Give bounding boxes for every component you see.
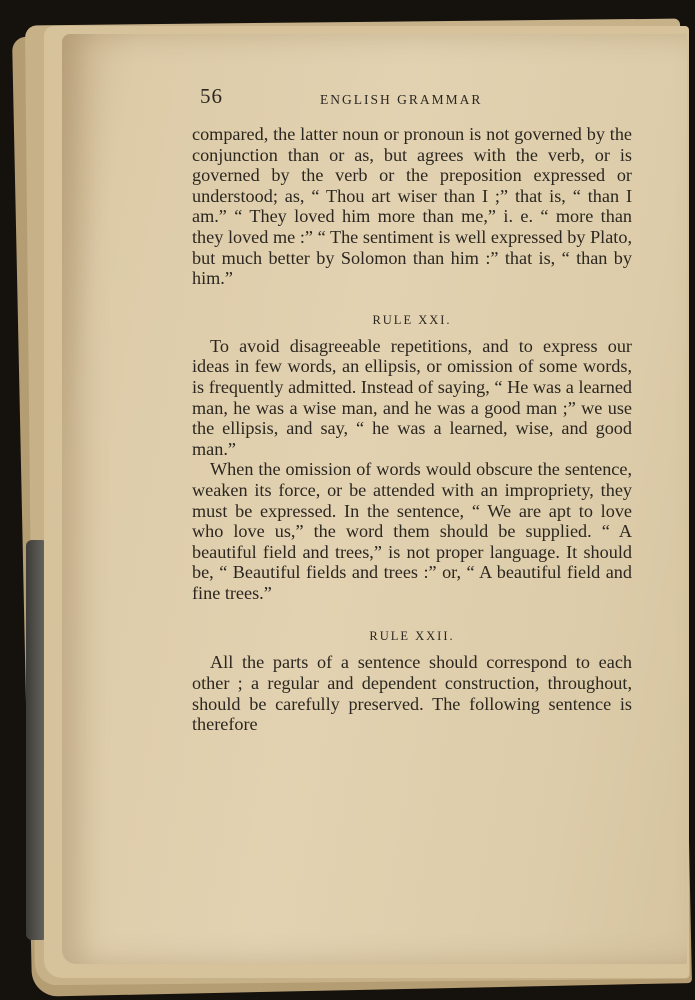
rule-22-heading: RULE XXII. [369,629,455,644]
rule-21-paragraph-2: When the omission of words would obscure the sentence, weaken its force, or be attended with an impropriety, they must be expressed. In the sentence, “ We are apt to love who love us,” the word them should be supplied. “ A beautiful field and trees,” is not proper language. It should be, “ Beautiful fields and trees :” or, “ A beautiful field and fine trees.” [192,459,632,603]
running-head: ENGLISH GRAMMAR [320,92,483,107]
page-number: 56 [200,84,223,108]
intro-paragraph: compared, the latter noun or pronoun is not governed by the conjunction than or as, but agrees with the verb, or is governed by the verb or the preposition expressed or understood; as, “ Thou art wiser than I ;” that is, “ than I am.” “ They loved him more than me,” i. e. “ more than they loved me :” “ The sentiment is well expressed by Plato, but much better by Solomon than him :” that is, “ than by him.” [192,124,632,289]
rule-21-heading: RULE XXI. [372,312,452,327]
rule-22-paragraph-1: All the parts of a sentence should correspond to each other ; a regular and dependent construction, throughout, should be carefully preserved. The following sentence is therefore [192,652,632,735]
page-text [192,84,632,735]
page-header [192,84,632,124]
rule-21-paragraph-1: To avoid disagreeable repetitions, and to express our ideas in few words, an ellipsis, or omission of some words, is frequently admitted. Instead of saying, “ He was a learned man, he was a wise man, and he was a good man ;” we use the ellipsis, and say, “ he was a learned, wise, and good man.” [192,335,632,459]
